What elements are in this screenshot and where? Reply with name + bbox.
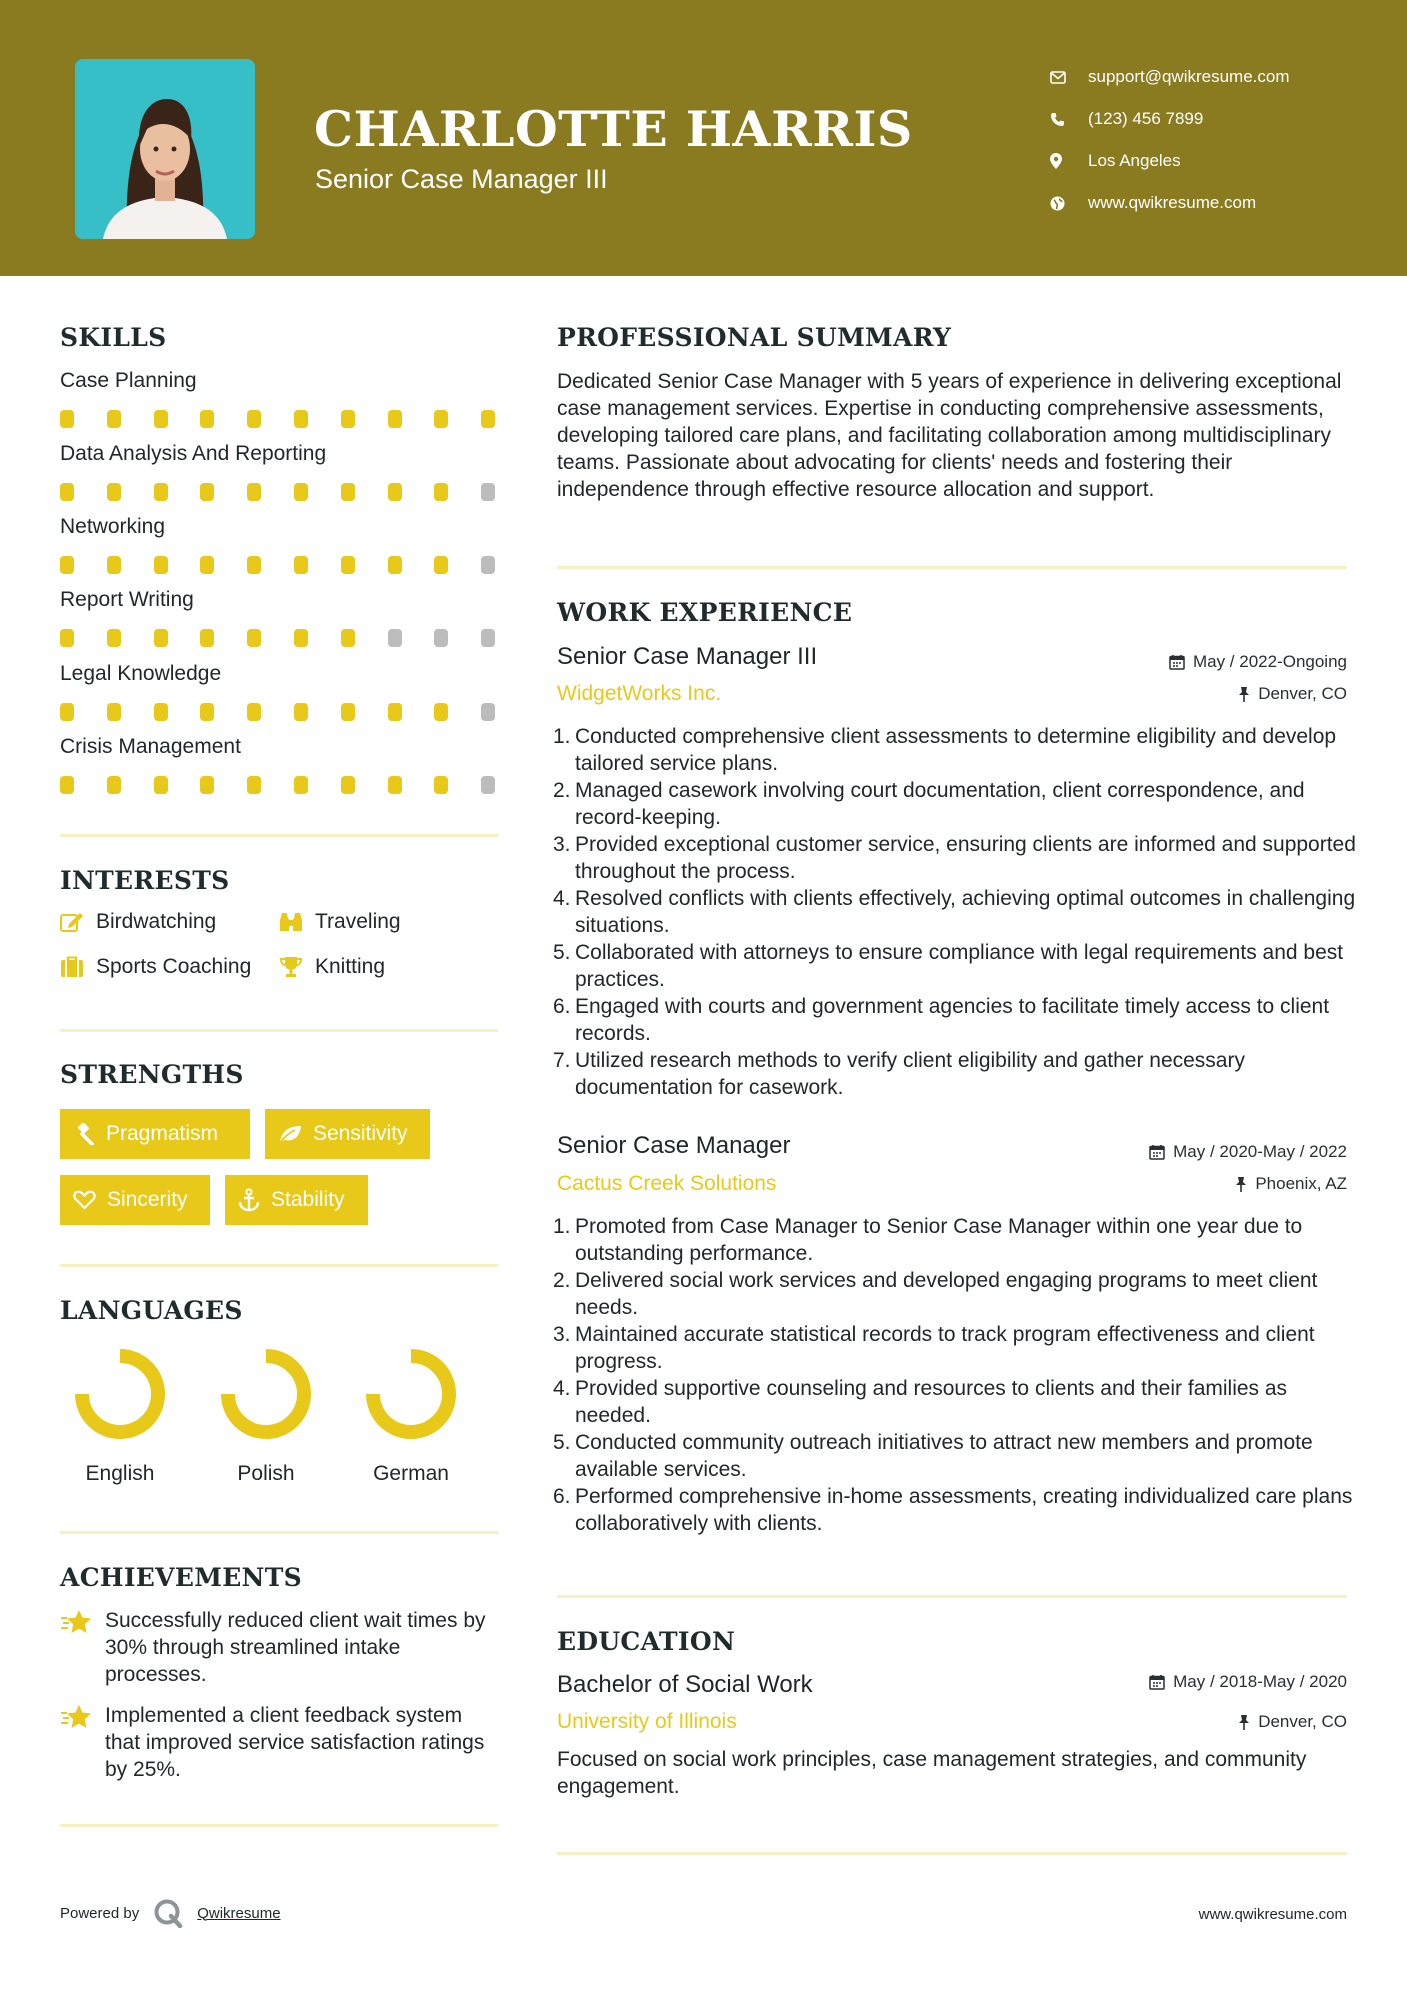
skill-rating-dot xyxy=(107,776,121,794)
skill-item xyxy=(60,366,500,396)
phone-icon xyxy=(1050,112,1088,127)
contact-list xyxy=(1050,56,1290,224)
job-title: Senior Case Manager III xyxy=(557,643,818,670)
skill-rating-dot xyxy=(434,410,448,428)
language-item xyxy=(201,1348,331,1486)
interest-item xyxy=(279,910,401,934)
section-divider xyxy=(60,834,498,837)
strength-chip xyxy=(225,1175,368,1225)
skill-rating-dot xyxy=(434,703,448,721)
skill-rating-dot xyxy=(60,556,74,574)
skill-rating-dot xyxy=(294,410,308,428)
skill-rating-dot xyxy=(247,483,261,501)
section-divider xyxy=(60,1531,498,1534)
skill-rating-dot xyxy=(154,483,168,501)
job-dates-text: May / 2022-Ongoing xyxy=(1192,652,1347,671)
skill-item xyxy=(60,439,500,469)
language-item xyxy=(346,1348,476,1486)
skill-rating-dot xyxy=(200,776,214,794)
interest-item xyxy=(60,955,251,979)
skill-rating-dot xyxy=(247,629,261,647)
contact-location-text: Los Angeles xyxy=(1088,151,1181,170)
skill-rating-dot xyxy=(60,410,74,428)
gavel-icon xyxy=(73,1123,95,1145)
powered-by-text: Powered by xyxy=(60,1904,140,1922)
map-marker-icon xyxy=(1050,153,1088,169)
footer-powered-by xyxy=(60,1898,281,1928)
list-item: 3. Provided exceptional customer service, ensuring clients are informed and supported throughout the process. xyxy=(553,833,1356,883)
skill-rating-dot xyxy=(107,483,121,501)
list-item: 6. Performed comprehensive in-home assessments, creating individualized care plans collaboratively with clients. xyxy=(553,1485,1353,1535)
skill-rating-dot xyxy=(107,556,121,574)
language-level-arc xyxy=(228,1356,304,1432)
skill-rating-dot xyxy=(60,629,74,647)
skill-rating-dot xyxy=(341,483,355,501)
language-level-arc xyxy=(82,1356,158,1432)
skill-rating-dot xyxy=(154,629,168,647)
skill-rating-dot xyxy=(154,556,168,574)
education-description: Focused on social work principles, case management strategies, and community engagement. xyxy=(557,1748,1307,1798)
section-divider xyxy=(60,1264,498,1267)
list-item: 4. Provided supportive counseling and resources to clients and their families as needed. xyxy=(553,1377,1288,1427)
languages-heading: LANGUAGES xyxy=(60,1296,243,1325)
language-level-arc xyxy=(373,1356,449,1432)
interest-label: Sports Coaching xyxy=(96,955,252,978)
skill-rating-dot xyxy=(294,483,308,501)
strength-chip xyxy=(265,1109,430,1159)
list-item: 1. Conducted comprehensive client assessments to determine eligibility and develop tailored service plans. xyxy=(553,725,1337,775)
experience-heading: WORK EXPERIENCE xyxy=(557,598,853,627)
list-item: 4. Resolved conflicts with clients effectively, achieving optimal outcomes in challenging situations. xyxy=(553,887,1356,937)
summary-heading: PROFESSIONAL SUMMARY xyxy=(557,323,952,352)
skill-rating xyxy=(60,629,500,647)
skill-rating-dot xyxy=(247,410,261,428)
skill-rating-dot xyxy=(481,776,495,794)
skill-rating-dot xyxy=(107,703,121,721)
skill-name: Legal Knowledge xyxy=(60,662,222,685)
language-name: Polish xyxy=(237,1462,295,1485)
skill-name: Data Analysis And Reporting xyxy=(60,442,327,465)
skill-rating-dot xyxy=(200,703,214,721)
candidate-role: Senior Case Manager III xyxy=(315,164,608,194)
skill-item xyxy=(60,512,500,542)
interest-item xyxy=(60,910,216,934)
job-duties-list xyxy=(553,1213,1357,1537)
globe-icon xyxy=(1050,196,1088,211)
list-item: 7. Utilized research methods to verify client eligibility and gather necessary documentation for casework. xyxy=(553,1049,1245,1099)
skill-name: Report Writing xyxy=(60,588,194,611)
skill-rating-dot xyxy=(388,703,402,721)
candidate-name: CHARLOTTE HARRIS xyxy=(314,100,913,158)
strength-chip xyxy=(60,1175,210,1225)
contact-location xyxy=(1050,140,1290,182)
contact-phone[interactable] xyxy=(1050,98,1290,140)
list-item: 3. Maintained accurate statistical records to track program effectiveness and client progress. xyxy=(553,1323,1315,1373)
skill-name: Networking xyxy=(60,515,166,538)
skill-rating-dot xyxy=(388,776,402,794)
strength-label: Sensitivity xyxy=(313,1122,408,1145)
strengths-heading: STRENGTHS xyxy=(60,1060,244,1089)
education-heading: EDUCATION xyxy=(557,1627,736,1656)
resume-header xyxy=(0,0,1407,276)
skill-rating-dot xyxy=(434,776,448,794)
skill-rating-dot xyxy=(294,703,308,721)
education-school: University of Illinois xyxy=(557,1710,737,1733)
strength-label: Pragmatism xyxy=(106,1122,219,1145)
job-title: Senior Case Manager xyxy=(557,1132,791,1159)
trophy-icon xyxy=(279,956,315,978)
interests-heading: INTERESTS xyxy=(60,866,230,895)
list-item: 5. Collaborated with attorneys to ensure compliance with legal requirements and best practices. xyxy=(553,941,1344,991)
skill-rating-dot xyxy=(60,776,74,794)
language-level-ring xyxy=(220,1348,312,1440)
achievements-heading: ACHIEVEMENTS xyxy=(60,1563,302,1592)
strength-label: Stability xyxy=(271,1188,345,1211)
section-divider xyxy=(557,566,1347,569)
achievement-item xyxy=(60,1607,500,1688)
binoculars-icon xyxy=(279,911,315,933)
language-level-ring xyxy=(74,1348,166,1440)
skill-rating-dot xyxy=(154,410,168,428)
star-icon xyxy=(60,1702,105,1783)
list-item: 2. Delivered social work services and developed engaging programs to meet client needs. xyxy=(553,1269,1318,1319)
strength-chip xyxy=(60,1109,250,1159)
pin-icon xyxy=(1238,1714,1250,1730)
job-location xyxy=(1238,684,1347,704)
skill-rating-dot xyxy=(200,556,214,574)
education-location-text: Denver, CO xyxy=(1258,1712,1347,1731)
leaf-icon xyxy=(278,1124,302,1144)
contact-website[interactable] xyxy=(1050,182,1290,224)
skill-rating-dot xyxy=(481,483,495,501)
achievement-text: Implemented a client feedback system that improved service satisfaction ratings by 25%. xyxy=(105,1704,485,1781)
skill-rating-dot xyxy=(341,776,355,794)
calendar-icon xyxy=(1149,1144,1165,1160)
briefcase-icon xyxy=(60,956,96,978)
job-location-text: Denver, CO xyxy=(1258,684,1347,703)
skill-rating-dot xyxy=(388,483,402,501)
skill-rating-dot xyxy=(200,629,214,647)
skill-rating-dot xyxy=(200,410,214,428)
pin-icon xyxy=(1238,686,1250,702)
education-dates xyxy=(1149,1672,1347,1692)
skill-rating-dot xyxy=(60,483,74,501)
skill-rating xyxy=(60,410,500,428)
job-company: Cactus Creek Solutions xyxy=(557,1172,777,1195)
education-location xyxy=(1238,1712,1347,1732)
job-dates xyxy=(1169,652,1347,672)
skill-rating-dot xyxy=(481,629,495,647)
skill-rating-dot xyxy=(481,556,495,574)
skill-rating-dot xyxy=(60,703,74,721)
calendar-icon xyxy=(1169,654,1185,670)
skill-rating-dot xyxy=(341,703,355,721)
skill-rating-dot xyxy=(154,703,168,721)
skill-rating xyxy=(60,556,500,574)
profile-photo xyxy=(75,59,255,239)
job-dates-text: May / 2020-May / 2022 xyxy=(1173,1142,1347,1161)
skill-name: Crisis Management xyxy=(60,735,241,758)
language-level-ring xyxy=(365,1348,457,1440)
skill-rating-dot xyxy=(247,703,261,721)
section-divider xyxy=(557,1852,1347,1855)
skill-item xyxy=(60,585,500,615)
education-dates-text: May / 2018-May / 2020 xyxy=(1173,1672,1347,1691)
skill-rating-dot xyxy=(294,776,308,794)
skill-rating-dot xyxy=(388,410,402,428)
section-divider xyxy=(557,1595,1347,1598)
envelope-icon xyxy=(1050,71,1088,84)
strength-label: Sincerity xyxy=(107,1188,188,1211)
list-item: 5. Conducted community outreach initiatives to attract new members and promote available services. xyxy=(553,1431,1313,1481)
star-icon xyxy=(60,1607,105,1688)
skill-rating-dot xyxy=(434,556,448,574)
skill-rating-dot xyxy=(341,410,355,428)
job-location xyxy=(1235,1174,1347,1194)
section-divider xyxy=(60,1824,498,1827)
skill-item xyxy=(60,659,500,689)
contact-email[interactable] xyxy=(1050,56,1290,98)
skill-rating-dot xyxy=(294,556,308,574)
language-name: English xyxy=(85,1462,155,1485)
footer-website-link[interactable]: www.qwikresume.com xyxy=(1198,1906,1347,1923)
skill-rating-dot xyxy=(341,629,355,647)
skill-rating xyxy=(60,483,500,501)
interest-label: Traveling xyxy=(315,910,401,933)
skill-name: Case Planning xyxy=(60,369,197,392)
calendar-icon xyxy=(1149,1674,1165,1690)
skill-rating xyxy=(60,776,500,794)
achievement-item xyxy=(60,1702,500,1783)
language-name: German xyxy=(373,1462,449,1485)
interest-label: Knitting xyxy=(315,955,386,978)
skill-item xyxy=(60,732,500,762)
education-degree: Bachelor of Social Work xyxy=(557,1671,813,1698)
list-item: 6. Engaged with courts and government agencies to facilitate timely access to client records. xyxy=(553,995,1330,1045)
skills-heading: SKILLS xyxy=(60,323,167,352)
skill-rating-dot xyxy=(247,776,261,794)
skill-rating-dot xyxy=(247,556,261,574)
skill-rating-dot xyxy=(107,629,121,647)
skill-rating-dot xyxy=(388,556,402,574)
contact-website-text: www.qwikresume.com xyxy=(1088,193,1257,212)
list-item: 1. Promoted from Case Manager to Senior Case Manager within one year due to outstanding performance. xyxy=(553,1215,1303,1265)
qwikresume-logo-icon xyxy=(153,1898,183,1928)
summary-text: Dedicated Senior Case Manager with 5 years of experience in delivering exceptional case management services. Expertise in conducting comprehensive assessments, developing tailored care plans, and facilitating collaboration among multidisciplinary teams. Passionate about advocating for clients' needs and fostering their independence through effective resource allocation and support. xyxy=(557,370,1342,501)
contact-email-text: support@qwikresume.com xyxy=(1088,67,1290,86)
anchor-icon xyxy=(238,1188,260,1212)
skill-rating-dot xyxy=(154,776,168,794)
skill-rating-dot xyxy=(341,556,355,574)
skill-rating-dot xyxy=(434,629,448,647)
heart-icon xyxy=(73,1190,96,1210)
skill-rating-dot xyxy=(294,629,308,647)
skill-rating-dot xyxy=(107,410,121,428)
job-company: WidgetWorks Inc. xyxy=(557,682,722,705)
list-item: 2. Managed casework involving court documentation, client correspondence, and record-keeping. xyxy=(553,779,1305,829)
job-dates xyxy=(1149,1142,1347,1162)
skill-rating-dot xyxy=(481,703,495,721)
skill-rating-dot xyxy=(434,483,448,501)
interest-item xyxy=(279,955,385,979)
skill-rating-dot xyxy=(388,629,402,647)
job-location-text: Phoenix, AZ xyxy=(1255,1174,1347,1193)
skill-rating xyxy=(60,703,500,721)
pencil-icon xyxy=(60,911,96,933)
skill-rating-dot xyxy=(200,483,214,501)
contact-phone-text: (123) 456 7899 xyxy=(1088,109,1204,128)
skill-rating-dot xyxy=(481,410,495,428)
section-divider xyxy=(60,1029,498,1032)
interest-label: Birdwatching xyxy=(96,910,217,933)
qwikresume-link[interactable]: Qwikresume xyxy=(197,1904,281,1922)
achievement-text: Successfully reduced client wait times by 30% through streamlined intake processes. xyxy=(105,1609,486,1686)
pin-icon xyxy=(1235,1176,1247,1192)
job-duties-list xyxy=(553,723,1357,1101)
language-item xyxy=(55,1348,185,1486)
